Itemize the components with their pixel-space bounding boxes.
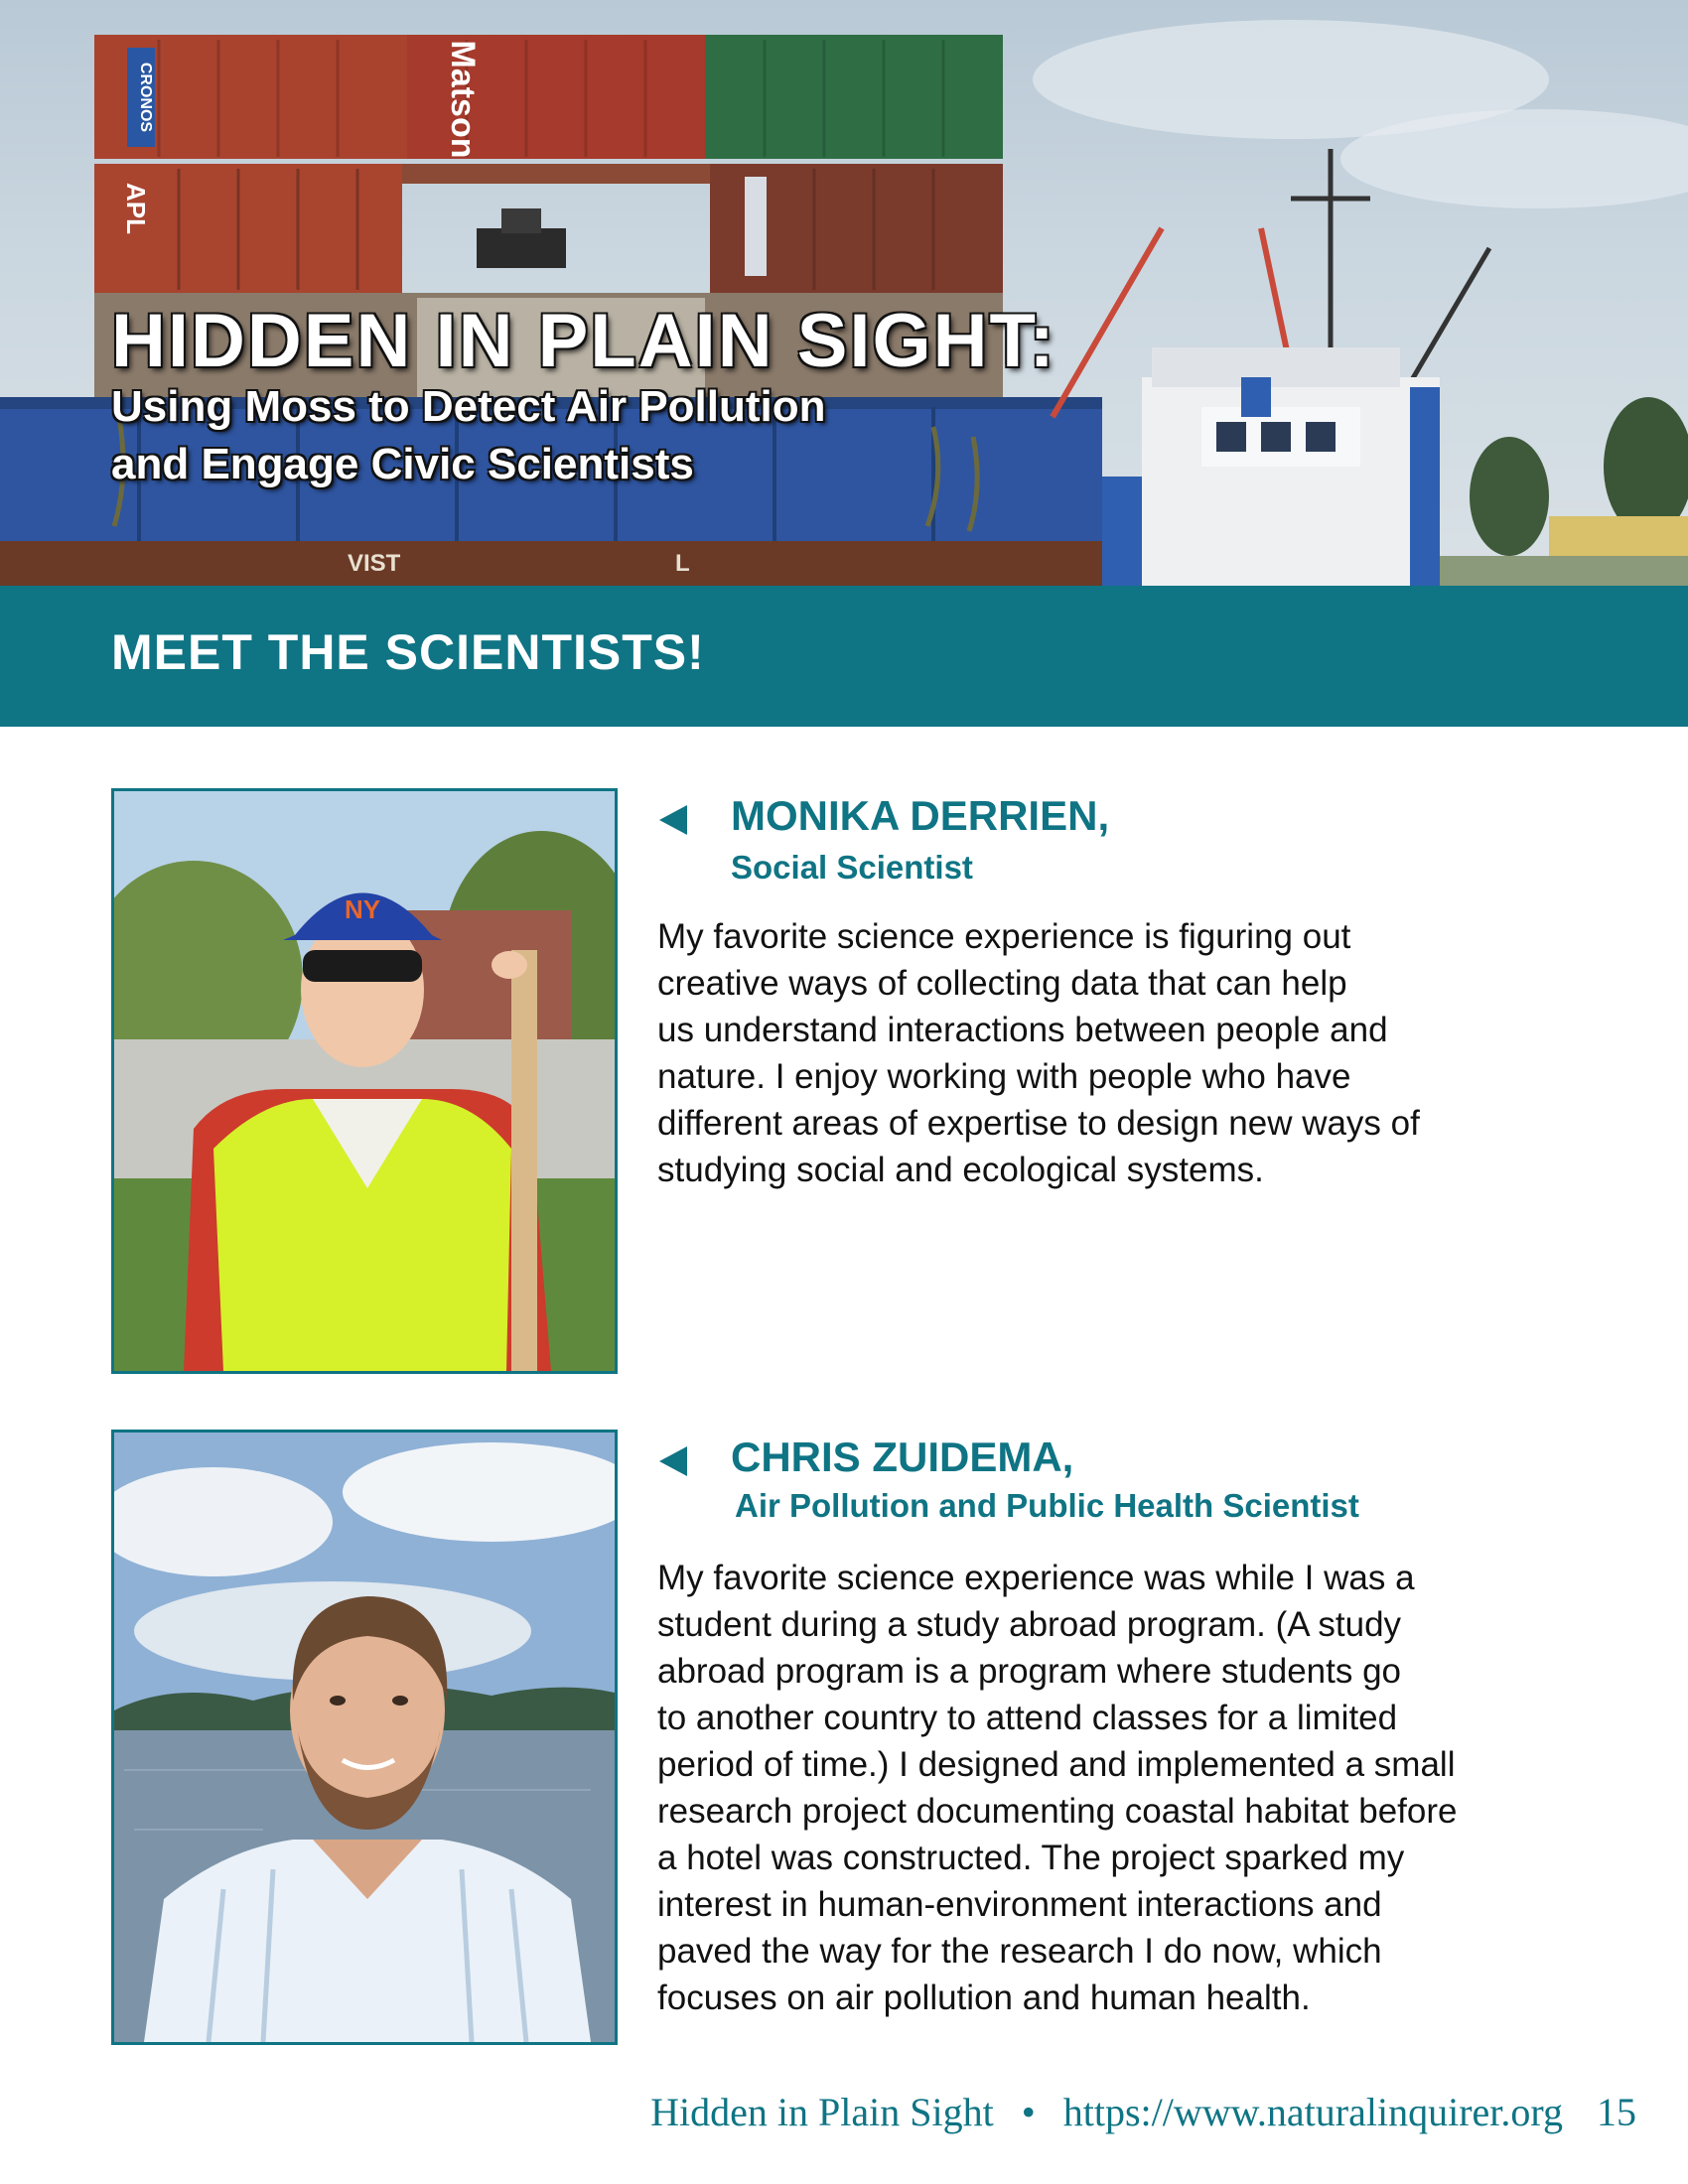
scientist-name: CHRIS ZUIDEMA,: [731, 1433, 1074, 1480]
harbor-container-ship-photo: [0, 0, 1688, 586]
bio-line: interest in human-environment interactions and: [657, 1885, 1382, 1924]
footer-title: Hidden in Plain Sight: [650, 2090, 994, 2134]
bio-line: studying social and ecological systems.: [657, 1151, 1264, 1189]
page-number: 15: [1597, 2090, 1636, 2134]
scientist-role: Air Pollution and Public Health Scientist: [735, 1487, 1359, 1524]
container-label-matson: Matson: [444, 40, 482, 159]
portrait-man-lake-image: [114, 1433, 615, 2042]
container-label-apl: APL: [121, 183, 151, 234]
hero-title: HIDDEN IN PLAIN SIGHT:: [111, 299, 1056, 383]
svg-text:NY: NY: [344, 894, 381, 924]
scientist-photo-chris: [111, 1430, 618, 2045]
bio-line: us understand interactions between people and: [657, 1011, 1388, 1049]
triangle-marker-icon: [659, 805, 687, 835]
hull-label-vist: VIST: [348, 550, 401, 577]
container-label-cronos: CRONOS: [137, 62, 154, 133]
scientist-name: MONIKA DERRIEN,: [731, 792, 1110, 839]
hull-label-l: L: [675, 550, 690, 577]
bio-line: creative ways of collecting data that can help: [657, 964, 1347, 1003]
bio-line: nature. I enjoy working with people who have: [657, 1057, 1351, 1096]
hero-subtitle-line-2: and Engage Civic Scientists: [111, 440, 694, 488]
scientist-role: Social Scientist: [731, 849, 973, 886]
bio-line: research project documenting coastal habitat before: [657, 1792, 1458, 1831]
bio-line: different areas of expertise to design new ways of: [657, 1104, 1420, 1143]
footer-url-link[interactable]: https://www.naturalinquirer.org: [1062, 2090, 1563, 2134]
bio-line: a hotel was constructed. The project sparked my: [657, 1839, 1405, 1877]
bio-line: focuses on air pollution and human health.: [657, 1979, 1311, 2017]
page-footer: [650, 2089, 1636, 2135]
portrait-woman-safety-vest-image: [114, 791, 615, 1371]
bio-line: period of time.) I designed and implemented a small: [657, 1745, 1456, 1784]
bio-line: My favorite science experience is figuring out: [657, 917, 1351, 956]
triangle-marker-icon: [659, 1446, 687, 1476]
bio-line: student during a study abroad program. (A study: [657, 1605, 1402, 1644]
bio-line: My favorite science experience was while I was a: [657, 1559, 1415, 1597]
hero-subtitle-line-1: Using Moss to Detect Air Pollution: [111, 382, 826, 431]
bio-line: abroad program is a program where students go: [657, 1652, 1402, 1691]
scientist-photo-monika: [111, 788, 618, 1374]
scientist-bio: [657, 1555, 1551, 2021]
section-title: MEET THE SCIENTISTS!: [111, 624, 705, 680]
footer-separator: •: [1021, 2090, 1036, 2134]
bio-line: to another country to attend classes for a limited: [657, 1699, 1398, 1737]
bio-line: paved the way for the research I do now, which: [657, 1932, 1382, 1971]
scientist-bio: [657, 913, 1551, 1193]
hero-banner: [0, 0, 1688, 586]
